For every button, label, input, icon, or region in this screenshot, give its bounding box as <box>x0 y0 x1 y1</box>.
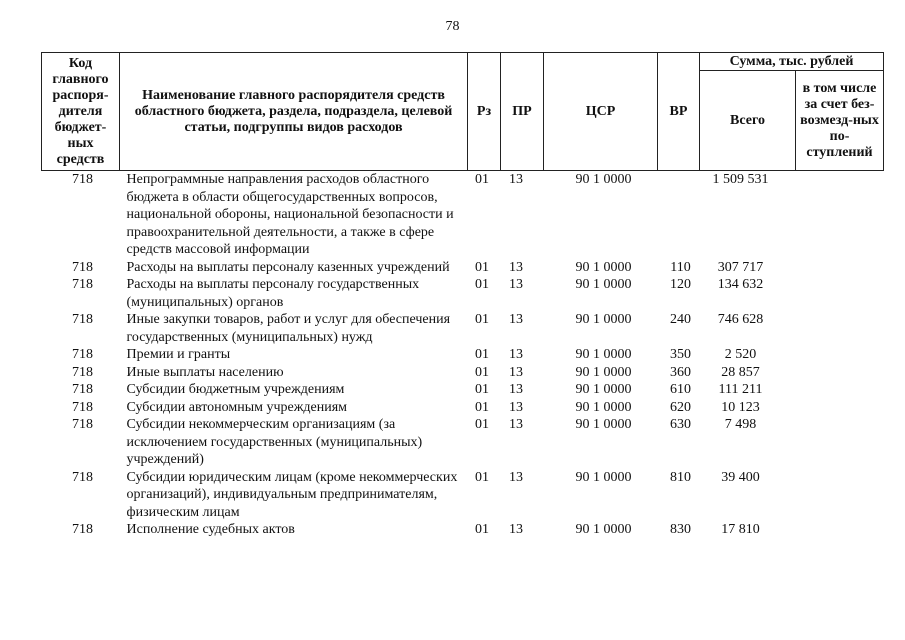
cell-csr: 90 1 0000 <box>575 382 632 397</box>
cell-code: 718 <box>72 277 93 292</box>
cell-total: 28 857 <box>721 364 760 380</box>
header-rz: Рз <box>468 53 501 171</box>
table-row <box>42 521 884 539</box>
cell-csr: 90 1 0000 <box>575 312 632 327</box>
cell-csr: 90 1 0000 <box>575 364 632 380</box>
cell-pr: 13 <box>509 277 523 292</box>
cell-csr: 90 1 0000 <box>575 399 632 415</box>
table-row <box>42 381 884 399</box>
cell-free <box>796 399 884 417</box>
cell-vr: 830 <box>670 522 691 537</box>
cell-code: 718 <box>72 522 93 537</box>
table-row <box>42 469 884 522</box>
cell-code: 718 <box>72 469 93 485</box>
cell-rz: 01 <box>475 259 489 275</box>
cell-vr: 110 <box>670 259 691 275</box>
cell-vr: 810 <box>670 469 691 485</box>
cell-pr: 13 <box>509 172 523 187</box>
cell-vr: 610 <box>670 382 691 397</box>
header-pr: ПР <box>501 53 544 171</box>
cell-free <box>796 364 884 382</box>
cell-csr: 90 1 0000 <box>575 347 632 362</box>
cell-vr: 240 <box>670 312 691 327</box>
cell-total: 1 509 531 <box>712 172 769 187</box>
header-code: Код главного распоря-дителя бюджет-ных средств <box>42 53 120 171</box>
cell-pr: 13 <box>509 312 523 327</box>
cell-code: 718 <box>72 382 93 397</box>
cell-total: 17 810 <box>721 522 760 537</box>
table-row <box>42 276 884 311</box>
header-free-receipts: в том числе за счет без-возмезд-ных по-ступлений <box>796 71 884 171</box>
cell-vr: 630 <box>670 417 691 432</box>
cell-total: 7 498 <box>724 417 757 432</box>
cell-csr: 90 1 0000 <box>575 417 632 432</box>
cell-code: 718 <box>72 312 93 327</box>
header-sum: Сумма, тыс. рублей <box>700 53 884 71</box>
cell-free <box>796 346 884 364</box>
table-row <box>42 416 884 469</box>
table-body <box>42 171 884 539</box>
cell-code: 718 <box>72 259 93 275</box>
table-row <box>42 346 884 364</box>
cell-rz: 01 <box>475 417 489 432</box>
cell-code: 718 <box>72 417 93 432</box>
header-csr: ЦСР <box>544 53 658 171</box>
cell-vr: 360 <box>670 364 691 380</box>
cell-free <box>796 276 884 311</box>
cell-free <box>796 416 884 469</box>
cell-rz: 01 <box>475 312 489 327</box>
cell-pr: 13 <box>509 364 523 380</box>
cell-name: Непрограммные направления расходов областного бюджета в области общегосударственных вопросов, национальной обороны, национальной безопасности и правоохранительной деятельности, а также в сфере средств массовой информации <box>126 172 454 257</box>
cell-name: Субсидии некоммерческим организациям (за исключением государственных (муниципальных) учреждений) <box>126 417 423 467</box>
header-total: Всего <box>700 71 796 171</box>
cell-csr: 90 1 0000 <box>575 522 632 537</box>
cell-pr: 13 <box>509 399 523 415</box>
cell-code: 718 <box>72 347 93 362</box>
cell-rz: 01 <box>475 399 489 415</box>
cell-pr: 13 <box>509 347 523 362</box>
cell-code: 718 <box>72 172 93 187</box>
cell-rz: 01 <box>475 382 489 397</box>
table-row <box>42 364 884 382</box>
cell-free <box>796 381 884 399</box>
cell-total: 39 400 <box>721 469 760 485</box>
cell-rz: 01 <box>475 277 489 292</box>
page-number: 78 <box>445 19 460 34</box>
cell-total: 746 628 <box>717 312 764 327</box>
cell-name: Субсидии юридическим лицам (кроме некоммерческих организаций), индивидуальным предпринимателям, физическим лицам <box>126 469 458 520</box>
cell-free <box>796 259 884 277</box>
cell-name: Субсидии автономным учреждениям <box>126 399 348 415</box>
cell-total: 307 717 <box>717 259 764 275</box>
cell-csr: 90 1 0000 <box>575 277 632 292</box>
table-row <box>42 259 884 277</box>
cell-vr: 350 <box>670 347 691 362</box>
table-row <box>42 311 884 346</box>
cell-vr: 620 <box>670 399 691 415</box>
cell-free <box>796 171 884 259</box>
cell-rz: 01 <box>475 172 489 187</box>
cell-vr: 120 <box>670 277 691 292</box>
cell-name: Субсидии бюджетным учреждениям <box>126 382 345 397</box>
header-name: Наименование главного распорядителя средств областного бюджета, раздела, подраздела, целевой статьи, подгруппы видов расходов <box>120 53 468 171</box>
cell-free <box>796 521 884 539</box>
cell-rz: 01 <box>475 469 489 485</box>
cell-csr: 90 1 0000 <box>575 172 632 187</box>
cell-name: Расходы на выплаты персоналу государственных (муниципальных) органов <box>126 277 420 310</box>
cell-free <box>796 469 884 522</box>
cell-name: Расходы на выплаты персоналу казенных учреждений <box>126 259 450 275</box>
cell-name: Премии и гранты <box>126 347 231 362</box>
cell-name: Иные закупки товаров, работ и услуг для обеспечения государственных (муниципальных) нужд <box>126 312 451 345</box>
cell-rz: 01 <box>475 364 489 380</box>
table-row <box>42 171 884 259</box>
cell-code: 718 <box>72 399 93 415</box>
budget-expenditure-table <box>41 52 884 539</box>
cell-pr: 13 <box>509 259 523 275</box>
cell-vr <box>658 171 700 259</box>
cell-name: Исполнение судебных актов <box>126 522 295 537</box>
header-vr: ВР <box>658 53 700 171</box>
table-row <box>42 399 884 417</box>
cell-total: 111 211 <box>718 382 763 397</box>
cell-code: 718 <box>72 364 93 380</box>
cell-pr: 13 <box>509 382 523 397</box>
cell-pr: 13 <box>509 417 523 432</box>
cell-total: 10 123 <box>721 399 760 415</box>
cell-name: Иные выплаты населению <box>126 364 284 380</box>
cell-total: 2 520 <box>724 347 757 362</box>
cell-pr: 13 <box>509 469 523 485</box>
cell-csr: 90 1 0000 <box>575 469 632 485</box>
cell-rz: 01 <box>475 522 489 537</box>
cell-pr: 13 <box>509 522 523 537</box>
cell-total: 134 632 <box>717 277 764 292</box>
cell-free <box>796 311 884 346</box>
cell-rz: 01 <box>475 347 489 362</box>
cell-csr: 90 1 0000 <box>575 259 632 275</box>
